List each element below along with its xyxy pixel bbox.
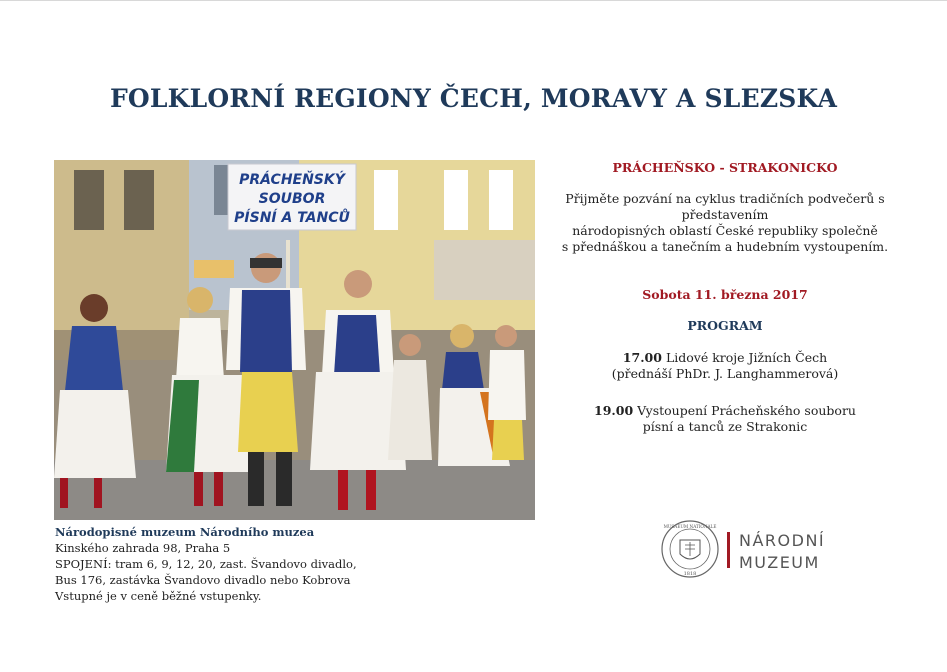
program-heading: PROGRAM [687, 318, 763, 333]
seal-year: 1818 [683, 571, 697, 577]
program-item-1-time: 17.00 [622, 350, 662, 365]
folklore-photo [54, 160, 535, 520]
invitation-line-1: Přijměte pozvání na cyklus tradičních podvečerů s [565, 191, 885, 206]
photo-illustration [54, 160, 535, 520]
venue-info [55, 524, 357, 604]
logo-line-1: NÁRODNÍ [739, 531, 826, 550]
logo-line-2: MUZEUM [739, 553, 820, 572]
top-divider [0, 0, 947, 1]
museum-seal-icon [660, 518, 720, 582]
page-title: FOLKLORNÍ REGIONY ČECH, MORAVY A SLEZSKA [109, 84, 838, 113]
invitation-text [540, 191, 910, 255]
program-item-2 [540, 403, 910, 435]
sign-line-2: SOUBOR [258, 191, 326, 207]
logo-divider [727, 532, 730, 568]
venue-name: Národopisné muzeum Národního muzea [55, 525, 315, 539]
program-item-2-note: písní a tanců ze Strakonic [642, 419, 808, 434]
venue-transport-1: SPOJENÍ: tram 6, 9, 12, 20, zast. Švandovo divadlo, [55, 557, 357, 571]
venue-transport-2: Bus 176, zastávka Švandovo divadlo nebo Kobrova [55, 573, 351, 587]
event-date: Sobota 11. března 2017 [642, 287, 808, 302]
seal-text: MUSAEUM NATIONALE [663, 524, 717, 529]
program-item-2-title: Vystoupení Prácheňského souboru [637, 403, 856, 418]
invitation-line-3: národopisných oblastí České republiky společně [572, 223, 878, 238]
program-item-1-title: Lidové kroje Jižních Čech [665, 350, 828, 365]
venue-admission: Vstupné je v ceně běžné vstupenky. [55, 589, 262, 603]
venue-address: Kinského zahrada 98, Praha 5 [55, 541, 231, 555]
invitation-line-2: představením [681, 207, 769, 222]
program-item-1-note: (přednáší PhDr. J. Langhammerová) [611, 366, 839, 381]
program-item-1 [540, 350, 910, 382]
sign-line-3: PÍSNÍ A TANCŮ [234, 210, 350, 226]
museum-logo-text [739, 530, 825, 574]
program-item-2-time: 19.00 [594, 403, 634, 418]
region-heading: PRÁCHEŇSKO - STRAKONICKO [612, 160, 838, 175]
invitation-line-4: s přednáškou a tanečním a hudebním vystoupením. [561, 239, 889, 254]
sign-line-1: PRÁCHEŇSKÝ [239, 172, 345, 188]
